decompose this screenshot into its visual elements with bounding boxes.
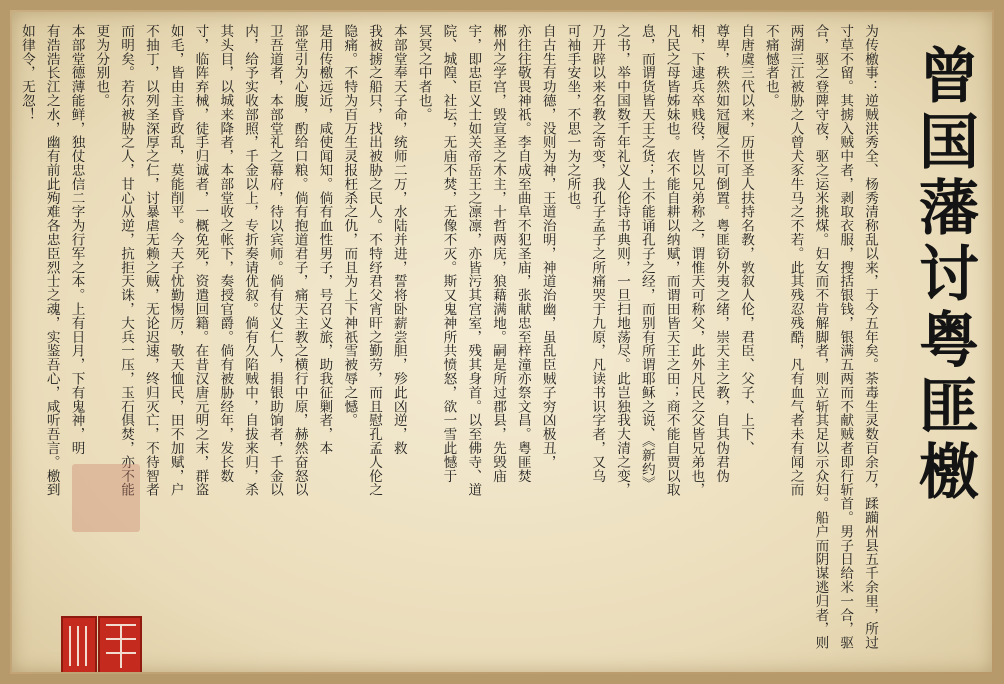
document-title: 曾国藩讨粤匪檄 (909, 44, 979, 506)
text-column: 本部堂德薄能鲜，独仗忠信二字为行军之本。上有日月，下有鬼神，明 (68, 24, 85, 455)
text-column: 凡民之母皆姊妹也。农不能自耕以纳赋，而谓田皆天王之田；商不能自贾以取 (663, 24, 680, 497)
text-column: 而明矣。若尔被胁之人，甘心从逆，抗拒天诛，大兵一压，玉石俱焚，亦不能 (118, 24, 135, 497)
text-column: 相，下逮兵卒贱役，皆以兄弟称之，谓惟天可称父，此外凡民之父皆兄弟也， (688, 24, 705, 497)
text-column: 部堂引为心腹，酌给口粮。倘有抱道君子，痛天主教之横行中原，赫然奋怒以 (291, 24, 308, 497)
text-column: 两湖三江被胁之人曾犬豕牛马之不若。此其残忍残酷，凡有血气者未有闻之而 (787, 24, 804, 497)
text-column: 有浩浩长江之水，幽有前此殉难各忠臣烈士之魂，实鉴吾心，咸听吾言。檄到 (43, 24, 60, 497)
text-column: 亦往往敬畏神祇。李自成至曲阜不犯圣庙，张献忠至梓潼亦祭文昌。粤匪焚 (514, 24, 531, 483)
text-column: 寸，临阵弃械，徒手归诚者，一概免死，资遣回籍。在昔汉唐元明之末，群盗 (192, 24, 209, 497)
text-column: 自唐虞三代以来，历世圣人扶持名教，敦叙人伦，君臣、父子、上下、 (738, 24, 755, 455)
text-column: 息，而谓货皆天王之货；士不能诵孔子之经，而别有所谓耶稣之说、《新约》 (638, 24, 655, 490)
text-column: 可袖手安坐，不思一为之所也。 (564, 24, 581, 219)
text-column: 郴州之学宫，毁宣圣之木主，十哲两庑，狼藉满地。嗣是所过郡县，先毁庙 (490, 24, 507, 483)
text-column: 寸草不留。其掳入贼中者，剥取衣服，搜括银钱，银满五两而不献贼者即行斩首。男子日给米一合，驱 (837, 24, 854, 650)
text-column: 乃开辟以来名教之奇变，我孔子孟子之所痛哭于九原，凡读书识字者，又乌 (589, 24, 606, 483)
text-column: 尊卑，秩然如冠履之不可倒置。粤匪窃外夷之绪，崇天主之教，自其伪君伪 (713, 24, 730, 483)
text-column: 之书，举中国数千年礼义人伦诗书典则，一旦扫地荡尽。此岂独我大清之变， (614, 24, 631, 497)
text-column: 是用传檄远近，咸使闻知。倘有血性男子，号召义旅，助我征剿者，本 (316, 24, 333, 455)
text-column: 卫吾道者，本部堂礼之幕府，待以宾师。倘有仗义仁人，捐银助饷者，千金以 (266, 24, 283, 497)
text-column: 合，驱之登陴守夜，驱之运米挑煤。妇女而不肯解脚者，则立斩其足以示众妇。船户而阴谋逃归者，则 (812, 24, 829, 650)
text-column: 如毛，皆由主昏政乱，莫能削平。今天子忧勤惕厉，敬天恤民，田不加赋，户 (167, 24, 184, 497)
red-seal-name (98, 616, 142, 672)
text-column: 更为分别也。 (93, 24, 110, 108)
text-columns (12, 24, 979, 664)
text-column: 院、城隍、社坛，无庙不焚，无像不灭。斯又鬼神所共愤怒，欲一雪此憾于 (440, 24, 457, 483)
text-column: 我被掳之船只，找出被胁之民人。不特纾君父宵旰之勤劳，而且慰孔孟人伦之 (366, 24, 383, 497)
text-column: 宇，即忠臣义士如关帝岳王之凛凛，亦皆污其宫室，残其身首。以至佛寺、道 (465, 24, 482, 497)
text-column: 其头目，以城来降者，本部堂收之帐下，奏授官爵。倘有被胁经年，发长数 (217, 24, 234, 483)
text-column: 为传檄事：逆贼洪秀全、杨秀清称乱以来，于今五年矣。荼毒生灵数百余万，蹂躏州县五千余里，所过 (862, 24, 878, 650)
faded-red-seal (72, 464, 140, 532)
text-column: 本部堂奉天子命，统师二万，水陆并进，誓将卧薪尝胆，殄此凶逆，救 (390, 24, 407, 455)
text-column: 隐痛。不特为百万生灵报枉杀之仇，而且为上下神祇雪被辱之憾。 (341, 24, 358, 428)
text-column: 不抽丁，以列圣深厚之仁，讨暴虐无赖之贼，无论迟速，终归灭亡，不待智者 (142, 24, 159, 497)
text-column: 内，给予实收部照，千金以上，专折奏请优叙。倘有久陷贼中，自拔来归，杀 (242, 24, 259, 497)
parchment-page (12, 12, 992, 672)
text-column: 不痛憾者也。 (762, 24, 779, 108)
red-seal-square (61, 616, 97, 672)
text-column: 自古生有功德，没则为神，王道治明，神道治幽，虽乱臣贼子穷凶极丑， (539, 24, 556, 469)
text-column: 如律令，无忽！ (18, 24, 35, 122)
text-column: 冥冥之中者也。 (415, 24, 432, 122)
